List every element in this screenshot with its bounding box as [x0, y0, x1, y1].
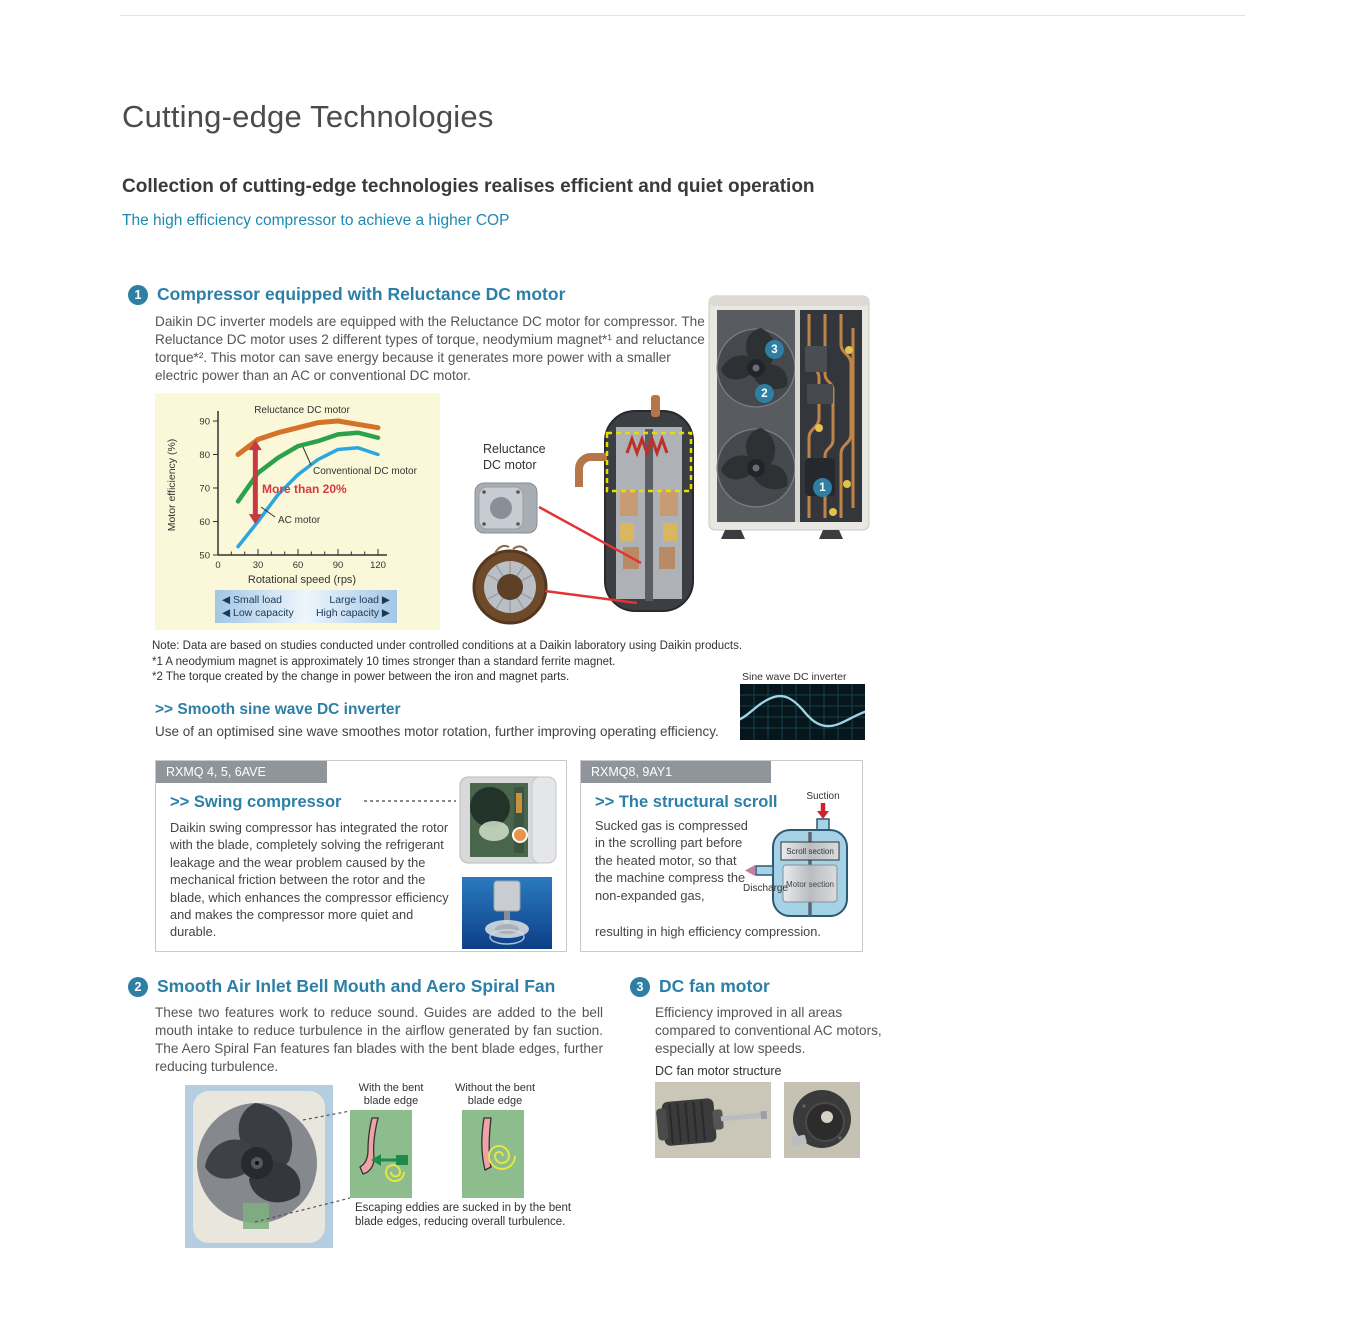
dc-motor-photo-front: [784, 1082, 860, 1158]
with-bent-edge-label: With the bent blade edge: [358, 1082, 424, 1107]
scroll-box-body-last: resulting in high efficiency compression.: [595, 924, 821, 939]
scroll-discharge-label: Discharge: [743, 883, 789, 894]
load-bar-right: Large load ▶ High capacity ▶: [315, 593, 390, 619]
svg-text:70: 70: [199, 483, 210, 495]
svg-text:90: 90: [332, 560, 344, 571]
section2-body: These two features work to reduce sound. Guides are added to the bell mouth intake to reduce turbulence in the airflow generated by fan suction. The Aero Spiral Fan features fan blades with the bent blade edges, further reducing turbulence.: [155, 1005, 603, 1074]
svg-text:60: 60: [292, 560, 304, 571]
sine-body: Use of an optimised sine wave smoothes motor rotation, further improving operating efficiency.: [155, 724, 719, 739]
load-capacity-bar: [215, 590, 397, 623]
section2-header: [128, 976, 555, 997]
svg-text:0: 0: [215, 560, 221, 571]
bent-edge-diagram: [350, 1110, 412, 1198]
sine-wave-display: [740, 684, 865, 740]
series-label-ac: AC motor: [278, 515, 321, 526]
series-label-conventional: Conventional DC motor: [313, 466, 417, 477]
compressor-cutaway-figure: [455, 395, 705, 627]
scroll-diagram: [743, 789, 861, 924]
fan-figure-caption: Escaping eddies are sucked in by the bent blade edges, reducing overall turbulence.: [355, 1202, 572, 1228]
outdoor-unit-figure: [703, 288, 880, 546]
unit-badge-3: 3: [765, 340, 784, 359]
chart-plot-svg: [155, 393, 440, 590]
chart-ylabel: Motor efficiency (%): [166, 438, 178, 532]
section1-notes: [152, 640, 792, 685]
sine-wave-label: Sine wave DC inverter: [742, 671, 847, 683]
dc-fan-motor-structure-label: DC fan motor structure: [655, 1064, 782, 1078]
svg-text:30: 30: [252, 560, 264, 571]
scroll-suction-label: Suction: [806, 791, 840, 802]
structural-scroll-box: [580, 760, 863, 952]
chart-annotation-label: More than 20%: [262, 482, 347, 496]
section3-body: Efficiency improved in all areas compared to conventional AC motors, especially at low speeds.: [655, 1005, 882, 1056]
swing-box-model-tag: RXMQ 4, 5, 6AVE: [156, 761, 327, 783]
section2-number-badge: 2: [128, 977, 148, 997]
note-line: Note: Data are based on studies conducted under controlled conditions at a Daikin laboratory using Daikin products.: [152, 640, 743, 652]
section1-body: Daikin DC inverter models are equipped with the Reluctance DC motor for compressor. The Reluctance DC motor uses 2 different types of torque, neodymium magnet*¹ and reluctance torque*². This motor can save energy because it generates more power with a smaller electric power than an AC or conventional DC motor.: [155, 314, 705, 383]
top-divider: [120, 15, 1245, 16]
outdoor-unit-illustration: [703, 288, 880, 546]
section3-title: DC fan motor: [659, 976, 770, 996]
sine-wave-illustration: [740, 684, 865, 740]
motor-efficiency-chart: [155, 393, 440, 630]
scroll-box-heading: >> The structural scroll: [595, 793, 778, 811]
section1-number-badge: 1: [128, 285, 148, 305]
section1-title: Compressor equipped with Reluctance DC motor: [157, 284, 566, 304]
compressor-illustration: [455, 395, 705, 627]
unit-badge-1: 1: [813, 478, 832, 497]
page-title: Cutting-edge Technologies: [122, 99, 494, 134]
compressor-figure-label: Reluctance DC motor: [483, 442, 546, 472]
footnote-2: *2 The torque created by the change in power between the iron and magnet parts.: [152, 671, 570, 683]
svg-text:80: 80: [199, 450, 210, 461]
swing-box-heading: >> Swing compressor: [170, 793, 342, 811]
section3-number-badge: 3: [630, 977, 650, 997]
swing-unit-photo: [456, 767, 562, 871]
chart-xlabel: Rotational speed (rps): [247, 574, 357, 586]
swing-mechanism-photo: [462, 877, 552, 949]
motor-section-label: Motor section: [785, 880, 835, 889]
section1-header: [128, 284, 565, 305]
svg-text:90: 90: [199, 416, 210, 428]
svg-text:120: 120: [370, 560, 386, 571]
leader-line-conventional: [303, 447, 311, 465]
footnote-1: *1 A neodymium magnet is approximately 10 times stronger than a standard ferrite magnet.: [152, 655, 616, 668]
svg-text:50: 50: [199, 550, 210, 562]
scroll-section-label: Scroll section: [786, 847, 834, 856]
section3-header: [630, 976, 770, 997]
swing-box-body: Daikin swing compressor has integrated the rotor with the blade, completely solving the refrigerant leakage and the wear problem caused by the mechanical friction between the rotor and the blade, which enhances the compressor efficiency and makes the compressor more quiet and durable.: [170, 820, 449, 940]
scroll-box-model-tag: RXMQ8, 9AY1: [581, 761, 771, 783]
section2-title: Smooth Air Inlet Bell Mouth and Aero Spiral Fan: [157, 976, 556, 996]
swing-compressor-box: [155, 760, 567, 952]
series-label-reluctance: Reluctance DC motor: [254, 405, 350, 416]
unit-badge-2: 2: [755, 384, 774, 403]
dc-motor-photo-side: [655, 1082, 771, 1158]
scroll-box-body-main: Sucked gas is compressed in the scrolling part before the heated motor, so that the machine compress the non-expanded gas,: [595, 818, 748, 903]
without-bent-edge-label: Without the bent blade edge: [454, 1082, 536, 1107]
sine-heading: >> Smooth sine wave DC inverter: [155, 701, 401, 718]
page-subtitle: Collection of cutting-edge technologies realises efficient and quiet operation: [122, 176, 815, 197]
no-bent-edge-diagram: [462, 1110, 524, 1198]
aero-fan-photo: [185, 1085, 333, 1248]
lead-link[interactable]: The high efficiency compressor to achieve a higher COP: [122, 212, 510, 229]
svg-text:60: 60: [199, 517, 210, 528]
load-bar-left: ◀ Small load ◀ Low capacity: [222, 593, 294, 619]
